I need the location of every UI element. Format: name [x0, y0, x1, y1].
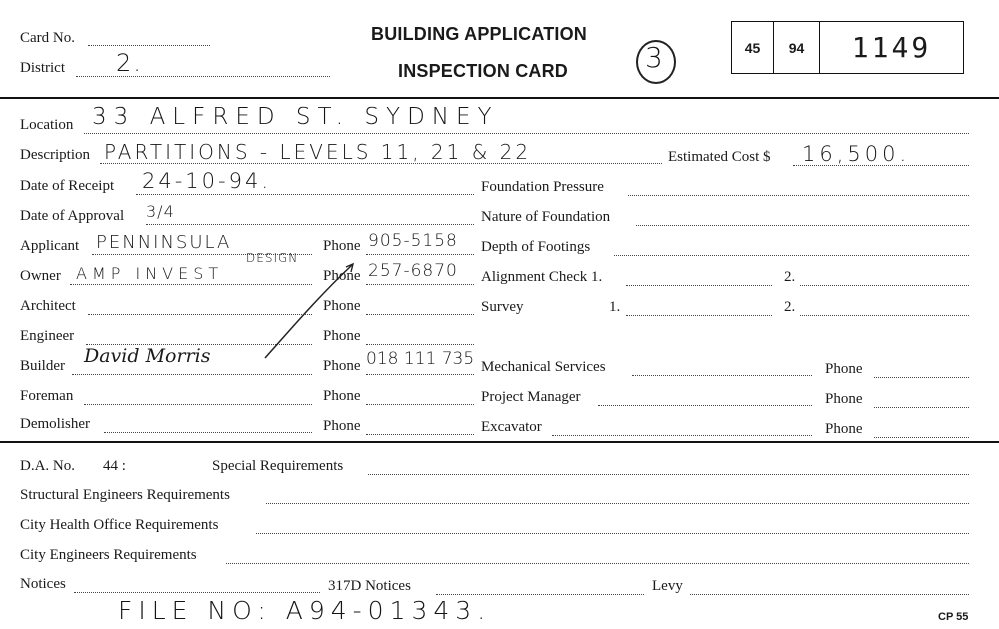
- district-line[interactable]: [76, 76, 330, 77]
- city-health-label: City Health Office Requirements: [20, 517, 219, 533]
- demolisher-line[interactable]: [104, 432, 312, 433]
- depth-footings-line[interactable]: [614, 255, 969, 256]
- project-manager-phone-line[interactable]: [874, 407, 969, 408]
- notices-line[interactable]: [74, 592, 320, 593]
- builder-label: Builder: [20, 358, 65, 374]
- builder-phone-value[interactable]: 018 111 735: [366, 349, 475, 369]
- architect-phone-label: Phone: [323, 298, 361, 314]
- owner-value[interactable]: AMP INVEST: [76, 264, 224, 283]
- mechanical-phone-line[interactable]: [874, 377, 969, 378]
- project-manager-phone-label: Phone: [825, 391, 863, 407]
- survey-label: Survey: [481, 299, 524, 315]
- engineer-phone-label: Phone: [323, 328, 361, 344]
- date-receipt-value[interactable]: 24-10-94.: [142, 169, 271, 193]
- foreman-phone-line[interactable]: [366, 404, 474, 405]
- form-code: CP 55: [938, 611, 969, 623]
- special-requirements-label: Special Requirements: [212, 458, 344, 474]
- foreman-line[interactable]: [84, 404, 312, 405]
- levy-label: Levy: [652, 578, 683, 594]
- alignment-check-label: Alignment Check 1.: [481, 269, 603, 285]
- structural-engineers-label: Structural Engineers Requirements: [20, 487, 230, 503]
- alignment-check-1-line[interactable]: [626, 285, 772, 286]
- date-receipt-line[interactable]: [136, 194, 474, 195]
- location-line[interactable]: [84, 133, 969, 134]
- architect-label: Architect: [20, 298, 76, 314]
- box-cell-1: 45: [732, 22, 774, 73]
- survey-2-line[interactable]: [800, 315, 969, 316]
- location-value[interactable]: 33 ALFRED ST. SYDNEY: [92, 104, 499, 130]
- card-title-line1: BUILDING APPLICATION: [371, 24, 587, 44]
- nature-foundation-line[interactable]: [636, 225, 969, 226]
- engineer-phone-line[interactable]: [366, 344, 474, 345]
- owner-phone-line[interactable]: [366, 284, 474, 285]
- applicant-value-extra: DESIGN: [246, 251, 299, 265]
- applicant-phone-value[interactable]: 905-5158: [368, 231, 458, 251]
- owner-phone-value[interactable]: 257-6870: [368, 261, 458, 281]
- foreman-label: Foreman: [20, 388, 74, 404]
- notices-317d-label: 317D Notices: [328, 578, 411, 594]
- builder-phone-line[interactable]: [366, 374, 474, 375]
- handwritten-arrow-line: [250, 255, 370, 365]
- mechanical-phone-label: Phone: [825, 361, 863, 377]
- survey-1-label: 1.: [609, 299, 621, 315]
- foundation-pressure-line[interactable]: [628, 195, 969, 196]
- estimated-cost-label: Estimated Cost $: [668, 149, 771, 165]
- mechanical-services-label: Mechanical Services: [481, 359, 606, 375]
- special-requirements-line[interactable]: [368, 474, 969, 475]
- mechanical-services-line[interactable]: [632, 375, 812, 376]
- structural-engineers-line[interactable]: [266, 503, 969, 504]
- header-divider: [0, 97, 999, 99]
- city-engineers-line[interactable]: [226, 563, 969, 564]
- survey-1-line[interactable]: [626, 315, 772, 316]
- builder-value[interactable]: David Morris: [84, 345, 211, 367]
- circled-number: 3: [645, 41, 665, 74]
- architect-phone-line[interactable]: [366, 314, 474, 315]
- card-no-line[interactable]: [88, 45, 210, 46]
- card-title-line2: INSPECTION CARD: [398, 61, 569, 81]
- alignment-check-2-label: 2.: [784, 269, 796, 285]
- excavator-label: Excavator: [481, 419, 542, 435]
- district-value[interactable]: 2.: [116, 49, 143, 77]
- description-value[interactable]: PARTITIONS - LEVELS 11, 21 & 22: [104, 140, 532, 164]
- box-cell-2: 94: [774, 22, 820, 73]
- date-receipt-label: Date of Receipt: [20, 178, 115, 194]
- demolisher-label: Demolisher: [20, 416, 90, 432]
- survey-2-label: 2.: [784, 299, 796, 315]
- excavator-phone-label: Phone: [825, 421, 863, 437]
- foreman-phone-label: Phone: [323, 388, 361, 404]
- date-approval-value[interactable]: 3/4: [146, 202, 175, 221]
- demolisher-phone-label: Phone: [323, 418, 361, 434]
- city-engineers-label: City Engineers Requirements: [20, 547, 197, 563]
- section-divider: [0, 441, 999, 443]
- foundation-pressure-label: Foundation Pressure: [481, 179, 604, 195]
- depth-footings-label: Depth of Footings: [481, 239, 591, 255]
- levy-line[interactable]: [690, 594, 969, 595]
- project-manager-line[interactable]: [598, 405, 812, 406]
- description-label: Description: [20, 147, 90, 163]
- applicant-label: Applicant: [20, 238, 80, 254]
- date-approval-label: Date of Approval: [20, 208, 125, 224]
- application-number: 1149: [851, 31, 932, 64]
- da-no-label: D.A. No.: [20, 458, 75, 474]
- excavator-phone-line[interactable]: [874, 437, 969, 438]
- nature-foundation-label: Nature of Foundation: [481, 209, 611, 225]
- application-number-box: [731, 21, 964, 74]
- notices-label: Notices: [20, 576, 66, 592]
- date-approval-line[interactable]: [146, 224, 474, 225]
- alignment-check-2-line[interactable]: [800, 285, 969, 286]
- excavator-line[interactable]: [552, 435, 812, 436]
- notices-317d-line[interactable]: [436, 594, 644, 595]
- applicant-phone-line[interactable]: [366, 254, 474, 255]
- builder-line[interactable]: [72, 374, 312, 375]
- city-health-line[interactable]: [256, 533, 969, 534]
- estimated-cost-value[interactable]: 16,500.: [802, 142, 911, 166]
- card-no-label: Card No.: [20, 30, 75, 46]
- owner-label: Owner: [20, 268, 61, 284]
- applicant-phone-label: Phone: [323, 238, 361, 254]
- applicant-value[interactable]: PENNINSULA: [96, 232, 232, 253]
- file-number-handwritten: FILE NO: A94-01343.: [118, 596, 492, 625]
- project-manager-label: Project Manager: [481, 389, 581, 405]
- builder-phone-label: Phone: [323, 358, 361, 374]
- demolisher-phone-line[interactable]: [366, 434, 474, 435]
- location-label: Location: [20, 117, 74, 133]
- da-no-value[interactable]: 44 :: [103, 458, 126, 474]
- engineer-label: Engineer: [20, 328, 75, 344]
- owner-phone-label: Phone: [323, 268, 361, 284]
- district-label: District: [20, 60, 65, 76]
